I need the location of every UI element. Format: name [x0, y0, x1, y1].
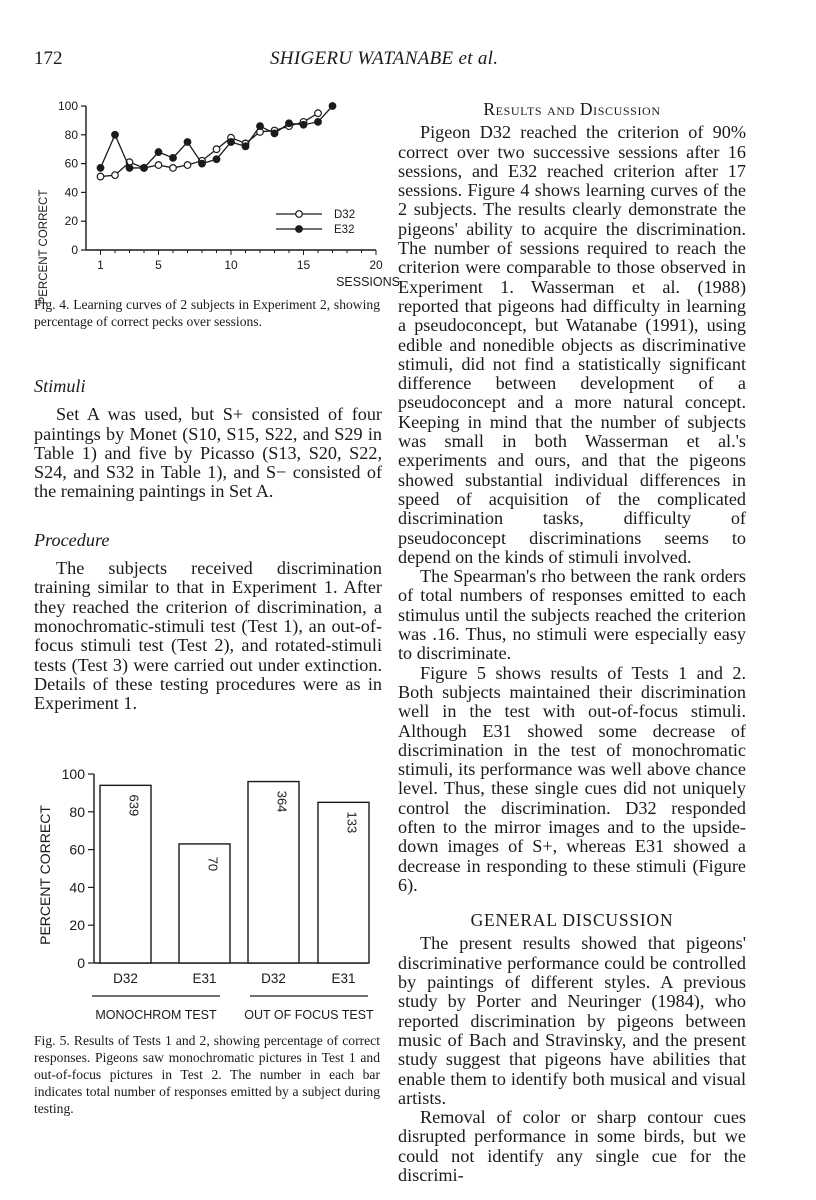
fig4-chart [30, 92, 400, 305]
fig4-legend-label: E32 [334, 224, 355, 236]
fig5-y-tick-label: 20 [69, 917, 85, 934]
fig5-bar-count-label: 364 [274, 790, 290, 813]
procedure-heading: Procedure [34, 529, 110, 550]
fig5-y-tick-label: 0 [77, 955, 85, 971]
figure-5 [30, 760, 390, 1030]
figure-4 [30, 92, 400, 305]
fig4-x-tick-label: 1 [97, 258, 104, 272]
fig4-point-e32 [271, 130, 278, 137]
fig4-point-e32 [300, 121, 307, 128]
fig4-legend-label: D32 [334, 209, 356, 221]
fig4-point-e32 [170, 155, 177, 162]
fig4-point-d32 [170, 165, 177, 172]
fig4-point-e32 [199, 160, 206, 167]
fig5-y-tick-label: 40 [69, 879, 85, 896]
fig4-ylabel: PERCENT CORRECT [38, 189, 50, 305]
fig4-y-tick-label: 0 [71, 243, 78, 257]
fig4-point-e32 [155, 149, 162, 156]
fig5-bar [248, 782, 299, 963]
fig4-point-d32 [315, 110, 322, 117]
general-discussion-heading: GENERAL DISCUSSION [470, 910, 674, 931]
fig5-chart [30, 760, 390, 1030]
results-paragraph-2: The Spearman's rho between the rank orders of total numbers of responses emitted to each stimulus until the subjects reached the criterion was .16. Thus, no stimuli were especially easy to discriminate. [398, 566, 746, 664]
fig4-point-d32 [97, 173, 104, 180]
fig4-point-d32 [155, 162, 162, 169]
fig4-y-tick-label: 40 [64, 185, 78, 200]
fig4-point-d32 [184, 162, 191, 169]
fig4-point-e32 [315, 119, 322, 126]
discussion-paragraph-1: The present results showed that pigeons' discriminative performance could be controlled by paintings of different styles. A previous study by Porter and Neuringer (1984), who reported discrimination by pigeons between music of Bach and Stravinsky, and the present study suggest that pigeons have abilities that enable them to identify both musical and visual artists. [398, 933, 746, 1108]
fig5-y-tick-label: 60 [69, 841, 85, 858]
left-column [34, 377, 382, 713]
fig4-point-e32 [257, 123, 264, 130]
fig4-point-e32 [97, 165, 104, 172]
fig5-bar-count-label: 133 [344, 811, 360, 834]
fig4-y-tick-label: 60 [64, 156, 78, 171]
fig4-x-tick-label: 15 [296, 258, 311, 272]
fig4-x-tick-label: 5 [155, 258, 162, 272]
fig5-bar [179, 844, 230, 963]
fig4-xlabel: SESSIONS [336, 275, 400, 289]
fig5-bar-count-label: 639 [126, 794, 142, 817]
stimuli-heading: Stimuli [34, 376, 86, 396]
fig4-y-tick-label: 80 [64, 127, 78, 142]
fig4-y-tick-label: 100 [57, 99, 78, 113]
fig4-point-e32 [213, 156, 220, 163]
fig4-legend-marker-d32 [296, 211, 303, 218]
discussion-paragraph-2: Removal of color or sharp contour cues disrupted performance in some birds, but we could not identify any single cue for the discrimi- [398, 1107, 746, 1186]
fig4-point-e32 [184, 139, 191, 146]
fig4-point-e32 [286, 120, 293, 127]
procedure-paragraph: The subjects received discrimination training similar to that in Experiment 1. After they reached the criterion of discrimination, a monochromatic-stimuli test (Test 1), an out-of-focus stimuli test (Test 2), and rotated-stimuli tests (Test 3) were carried out under extinction. Details of these testing procedures were as in Experiment 1. [34, 558, 382, 714]
fig5-category-label: D32 [261, 971, 286, 986]
fig5-category-label: D32 [113, 971, 138, 986]
fig5-ylabel: PERCENT CORRECT [37, 805, 53, 945]
fig4-point-d32 [112, 172, 119, 179]
results-paragraph-1: Pigeon D32 reached the criterion of 90% correct over two successive sessions after 16 sessions, and E32 reached criterion after 17 sessions. Figure 4 shows learning curves of the 2 subjects. The results clearly demonstrate the pigeons' ability to acquire the discrimination. The number of sessions required to reach the criterion were comparable to those observed in Experiment 1. Wasserman et al. (1988) reported that pigeons had difficulty in learning a pseudoconcept, but Watanabe (1991), using edible and nonedible objects as discriminative stimuli, did not find a statistically significant difference between development of a pseudoconcept and a more natural concept. Keeping in mind that the number of subjects was small in both Wasserman et al.'s experiments and ours, and that the pigeons showed substantial individual differences in speed of acquisition of the complicated discrimination tasks, difficulty of pseudoconcept discriminations seems to depend on the kinds of stimuli involved. [398, 122, 746, 567]
fig5-group-label: OUT OF FOCUS TEST [244, 1008, 374, 1022]
results-paragraph-3: Figure 5 shows results of Tests 1 and 2. Both subjects maintained their discrimination well in the test with out-of-focus stimuli. Although E31 showed some decrease of discrimination in the test of monochromatic stimuli, its performance was well above chance level. Thus, these single cues did not uniquely control the discrimination. D32 responded often to the mirror images and to the upside-down images of S+, whereas E31 showed a decrease in responding to these stimuli (Figure 6). [398, 662, 746, 895]
running-head: SHIGERU WATANABE et al. [270, 48, 499, 69]
fig5-bar-count-label: 70 [205, 856, 221, 872]
fig4-legend-marker-e32 [296, 226, 303, 233]
fig4-x-tick-label: 10 [224, 258, 238, 272]
fig4-y-tick-label: 20 [64, 214, 78, 229]
page-number: 172 [34, 48, 63, 69]
fig5-category-label: E31 [192, 971, 217, 986]
fig4-point-e32 [329, 103, 336, 110]
results-heading: Results and Discussion [483, 99, 661, 119]
fig4-x-tick-label: 20 [369, 258, 383, 272]
fig4-point-d32 [213, 146, 220, 153]
fig5-bar [100, 785, 151, 963]
fig4-point-e32 [228, 139, 235, 146]
fig5-group-label: MONOCHROM TEST [95, 1008, 217, 1022]
fig4-point-e32 [242, 143, 249, 150]
fig5-bar [318, 802, 369, 963]
fig4-point-e32 [112, 132, 119, 139]
fig4-caption: Fig. 4. Learning curves of 2 subjects in Experiment 2, showing percentage of correct pecks over sessions. [34, 297, 380, 329]
fig5-category-label: E31 [331, 971, 356, 986]
fig5-y-tick-label: 100 [61, 766, 85, 782]
fig5-y-tick-label: 80 [69, 803, 85, 820]
fig4-point-e32 [126, 165, 133, 172]
stimuli-paragraph: Set A was used, but S+ consisted of four paintings by Monet (S10, S15, S22, and S29 in Table 1) and five by Picasso (S13, S20, S22, S24, and S32 in Table 1), and S− consisted of the remaining paintings in Set A. [34, 404, 382, 502]
right-column [398, 100, 746, 1185]
fig5-caption: Fig. 5. Results of Tests 1 and 2, showing percentage of correct responses. Pigeons saw monochromatic pictures in Test 1 and out-of-focus pictures in Test 2. The number in each bar indicates total number of responses emitted by a subject during testing. [34, 1033, 380, 1116]
fig4-point-e32 [141, 165, 148, 172]
